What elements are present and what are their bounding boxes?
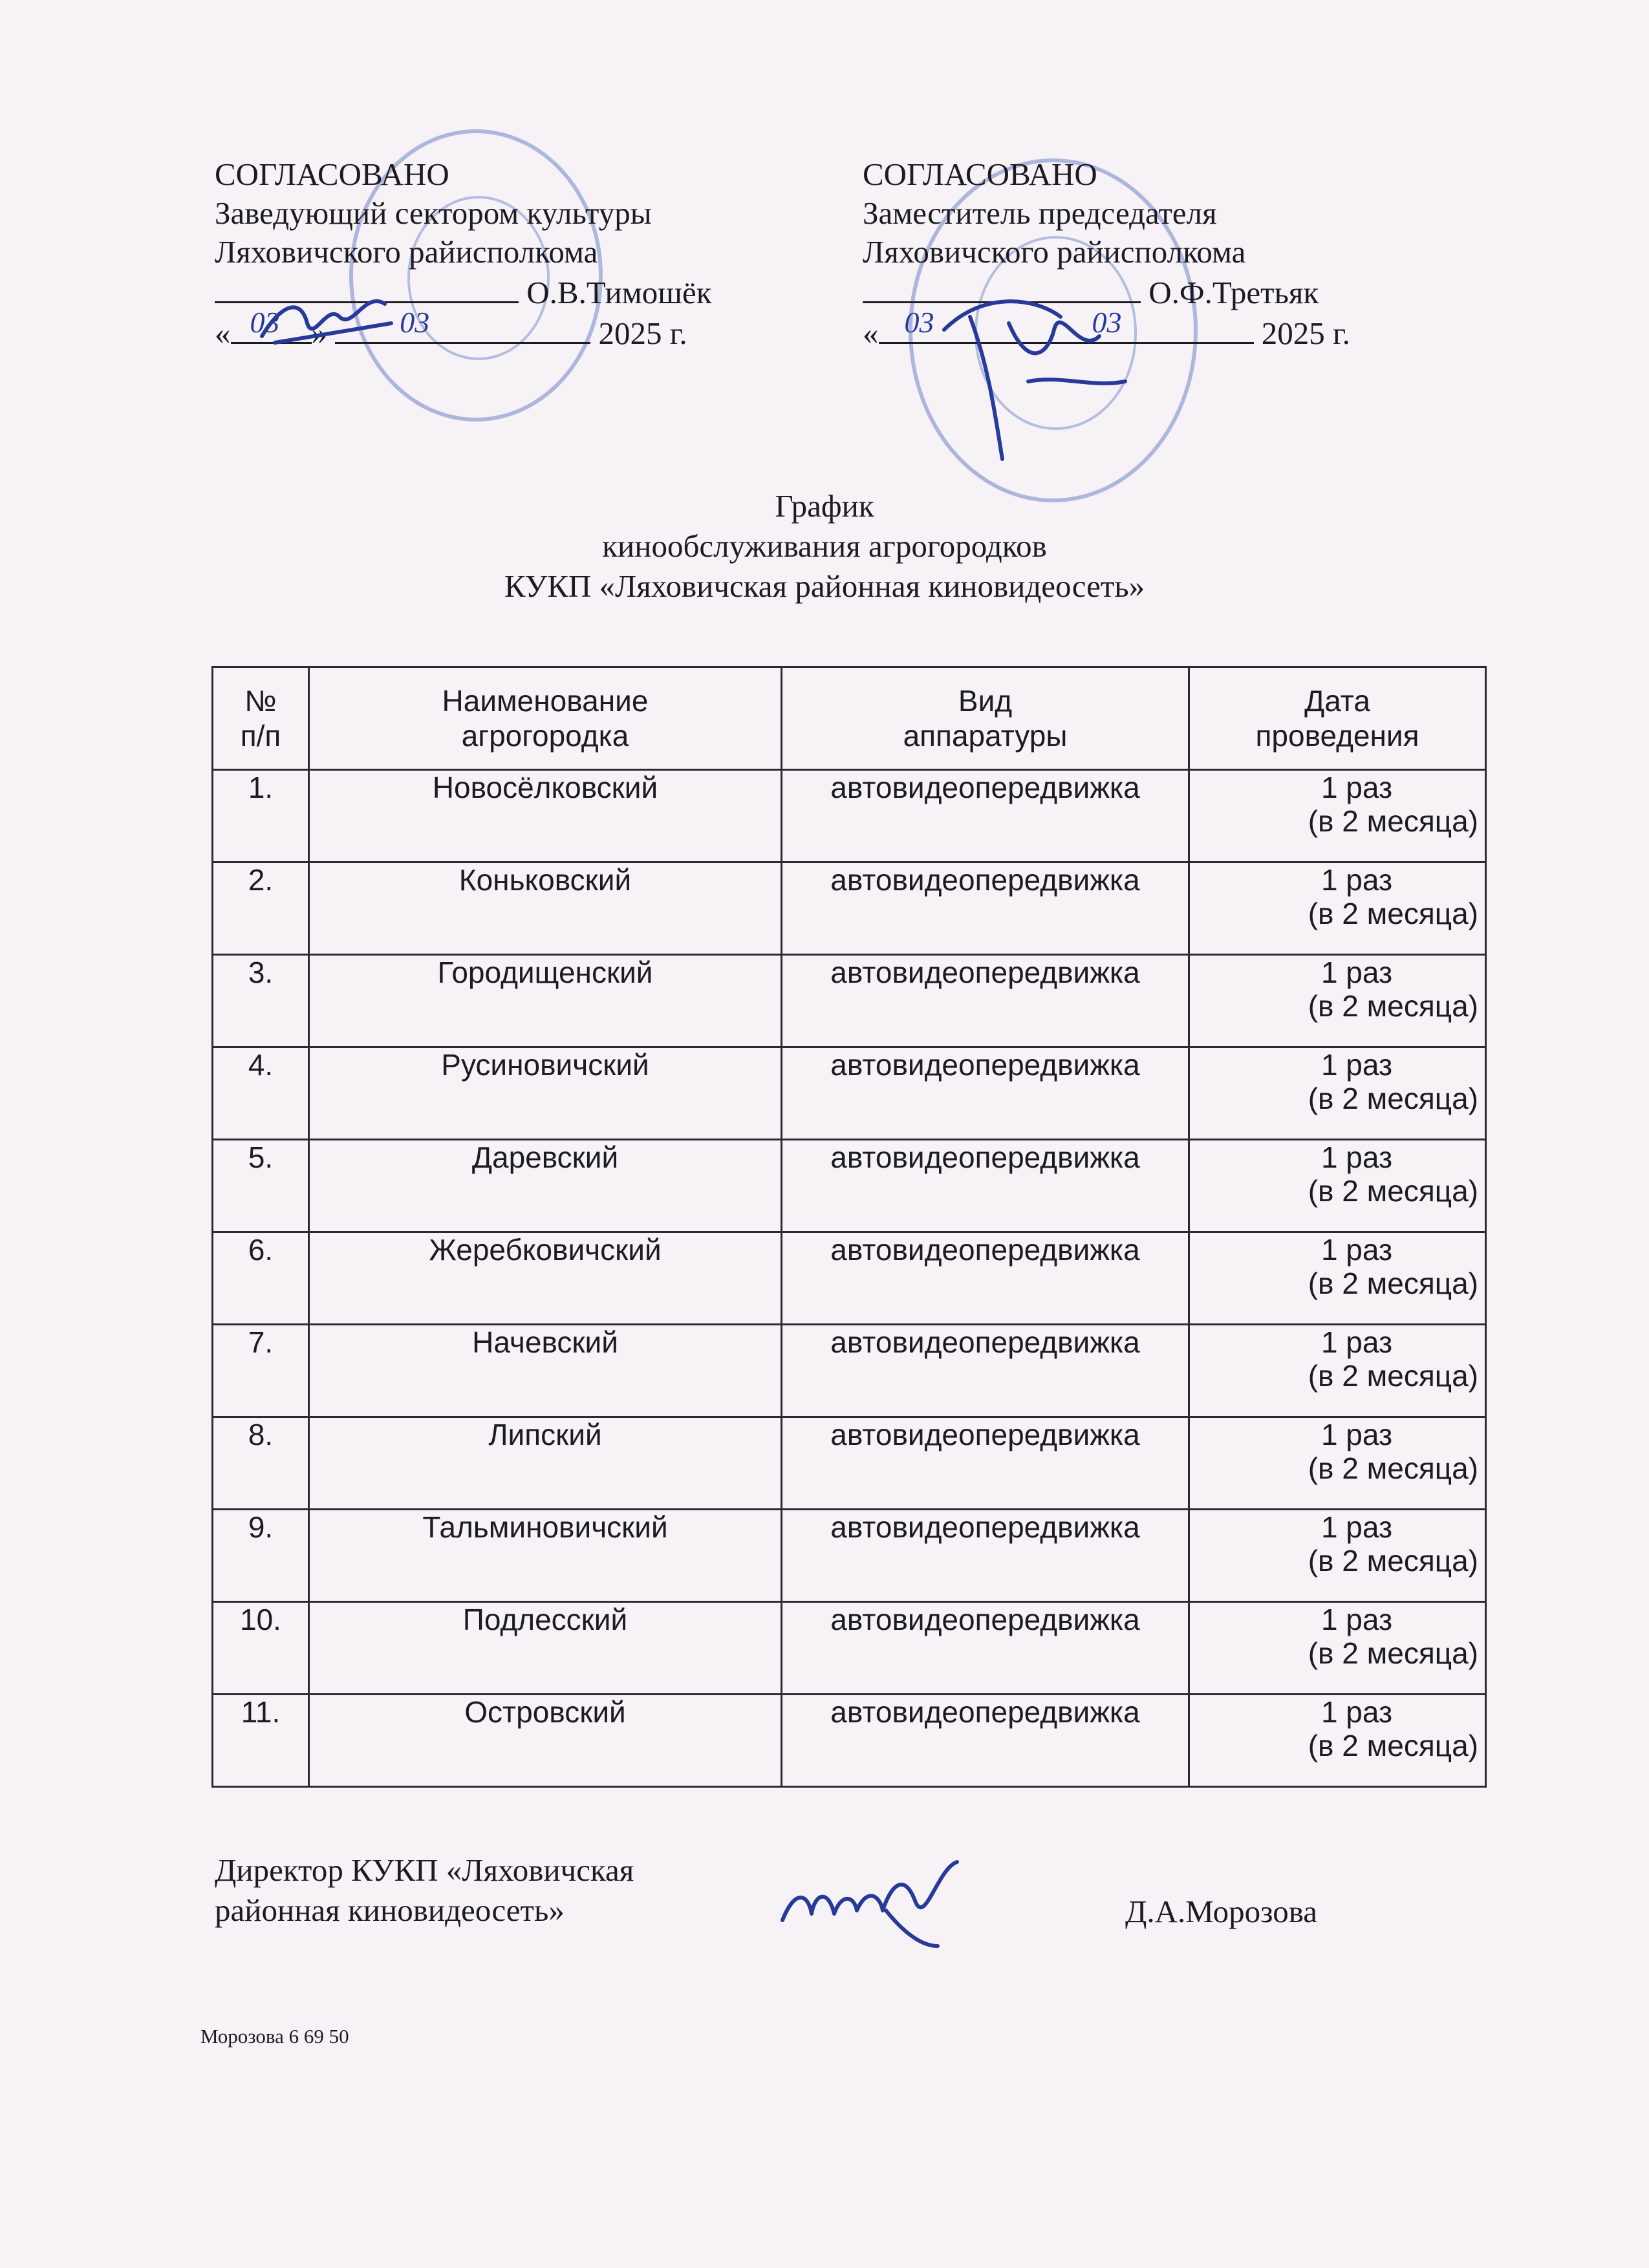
handwritten-day: 03 bbox=[250, 306, 280, 339]
header-equipment: Вид аппаратуры bbox=[782, 667, 1189, 770]
date-year: 2025 г. bbox=[598, 316, 687, 351]
cell-name: Островский bbox=[309, 1695, 782, 1787]
cell-equipment: автовидеопередвижка bbox=[782, 862, 1189, 955]
table-row bbox=[213, 1695, 1486, 1787]
table-row bbox=[213, 862, 1486, 955]
cell-equipment: автовидеопередвижка bbox=[782, 1325, 1189, 1417]
cell-number: 9. bbox=[213, 1510, 309, 1602]
cell-equipment: автовидеопередвижка bbox=[782, 1232, 1189, 1325]
cell-equipment: автовидеопередвижка bbox=[782, 1417, 1189, 1510]
cell-name: Липский bbox=[309, 1417, 782, 1510]
cell-name: Начевский bbox=[309, 1325, 782, 1417]
header-date: Дата проведения bbox=[1189, 667, 1486, 770]
cell-date: 1 раз (в 2 месяца) bbox=[1189, 1047, 1486, 1140]
approval-heading: СОГЛАСОВАНО bbox=[863, 156, 1097, 192]
cell-equipment: автовидеопередвижка bbox=[782, 770, 1189, 862]
cell-name: Русиновичский bbox=[309, 1047, 782, 1140]
signature-left-icon bbox=[255, 278, 404, 362]
cell-date: 1 раз (в 2 месяца) bbox=[1189, 770, 1486, 862]
signature-director-icon bbox=[776, 1849, 989, 1952]
cell-equipment: автовидеопередвижка bbox=[782, 1695, 1189, 1787]
table-row bbox=[213, 1140, 1486, 1232]
cell-number: 5. bbox=[213, 1140, 309, 1232]
cell-number: 6. bbox=[213, 1232, 309, 1325]
cell-name: Новосёлковский bbox=[309, 770, 782, 862]
cell-number: 10. bbox=[213, 1602, 309, 1695]
director-title-line-1: Директор КУКП «Ляховичская bbox=[215, 1852, 634, 1888]
approval-position: Заведующий сектором культуры bbox=[215, 195, 652, 231]
cell-name: Коньковский bbox=[309, 862, 782, 955]
table-header-row bbox=[213, 667, 1486, 770]
approval-name: О.Ф.Третьяк bbox=[1148, 275, 1319, 310]
document-title bbox=[194, 486, 1455, 606]
table-row bbox=[213, 770, 1486, 862]
title-line-3: КУКП «Ляховичская районная киновидеосеть» bbox=[504, 568, 1145, 604]
signature-right-icon bbox=[931, 278, 1138, 472]
table-row bbox=[213, 1417, 1486, 1510]
cell-number: 1. bbox=[213, 770, 309, 862]
director-name: Д.А.Морозова bbox=[1125, 1894, 1317, 1929]
table-row bbox=[213, 1510, 1486, 1602]
cell-date: 1 раз (в 2 месяца) bbox=[1189, 1140, 1486, 1232]
cell-date: 1 раз (в 2 месяца) bbox=[1189, 1325, 1486, 1417]
cell-date: 1 раз (в 2 месяца) bbox=[1189, 1232, 1486, 1325]
header-number: № п/п bbox=[213, 667, 309, 770]
title-line-1: График bbox=[775, 488, 874, 524]
cell-date: 1 раз (в 2 месяца) bbox=[1189, 1602, 1486, 1695]
cell-equipment: автовидеопередвижка bbox=[782, 1602, 1189, 1695]
header-name: Наименование агрогородка bbox=[309, 667, 782, 770]
table-row bbox=[213, 1047, 1486, 1140]
approval-organization: Ляховичского райисполкома bbox=[215, 234, 598, 270]
cell-name: Городищенский bbox=[309, 955, 782, 1047]
cell-date: 1 раз (в 2 месяца) bbox=[1189, 1510, 1486, 1602]
date-quote-open: « bbox=[215, 316, 231, 351]
date-year: 2025 г. bbox=[1261, 316, 1350, 351]
cell-date: 1 раз (в 2 месяца) bbox=[1189, 955, 1486, 1047]
handwritten-month: 03 bbox=[400, 306, 430, 339]
date-quote-open: « bbox=[863, 316, 879, 351]
approval-organization: Ляховичского райисполкома bbox=[863, 234, 1246, 270]
schedule-table bbox=[211, 666, 1487, 1788]
handwritten-day: 03 bbox=[904, 306, 934, 339]
cell-name: Подлесский bbox=[309, 1602, 782, 1695]
table-row bbox=[213, 1232, 1486, 1325]
cell-number: 2. bbox=[213, 862, 309, 955]
approval-heading: СОГЛАСОВАНО bbox=[215, 156, 449, 192]
cell-date: 1 раз (в 2 месяца) bbox=[1189, 1695, 1486, 1787]
approval-position: Заместитель председателя bbox=[863, 195, 1217, 231]
date-quote-close: » bbox=[311, 316, 327, 351]
cell-equipment: автовидеопередвижка bbox=[782, 1047, 1189, 1140]
cell-name: Даревский bbox=[309, 1140, 782, 1232]
director-block bbox=[215, 1850, 634, 1931]
approval-name: О.В.Тимошёк bbox=[526, 275, 712, 310]
table-row bbox=[213, 955, 1486, 1047]
cell-number: 4. bbox=[213, 1047, 309, 1140]
cell-name: Жеребковичский bbox=[309, 1232, 782, 1325]
contact-info: Морозова 6 69 50 bbox=[200, 2025, 349, 2048]
cell-number: 11. bbox=[213, 1695, 309, 1787]
table-row bbox=[213, 1602, 1486, 1695]
cell-date: 1 раз (в 2 месяца) bbox=[1189, 862, 1486, 955]
table-row bbox=[213, 1325, 1486, 1417]
cell-number: 3. bbox=[213, 955, 309, 1047]
cell-equipment: автовидеопередвижка bbox=[782, 1140, 1189, 1232]
cell-equipment: автовидеопередвижка bbox=[782, 1510, 1189, 1602]
title-line-2: кинообслуживания агрогородков bbox=[602, 528, 1047, 564]
cell-name: Тальминовичский bbox=[309, 1510, 782, 1602]
handwritten-month: 03 bbox=[1092, 306, 1122, 339]
director-title-line-2: районная киновидеосеть» bbox=[215, 1892, 565, 1928]
cell-number: 7. bbox=[213, 1325, 309, 1417]
cell-date: 1 раз (в 2 месяца) bbox=[1189, 1417, 1486, 1510]
cell-equipment: автовидеопередвижка bbox=[782, 955, 1189, 1047]
cell-number: 8. bbox=[213, 1417, 309, 1510]
